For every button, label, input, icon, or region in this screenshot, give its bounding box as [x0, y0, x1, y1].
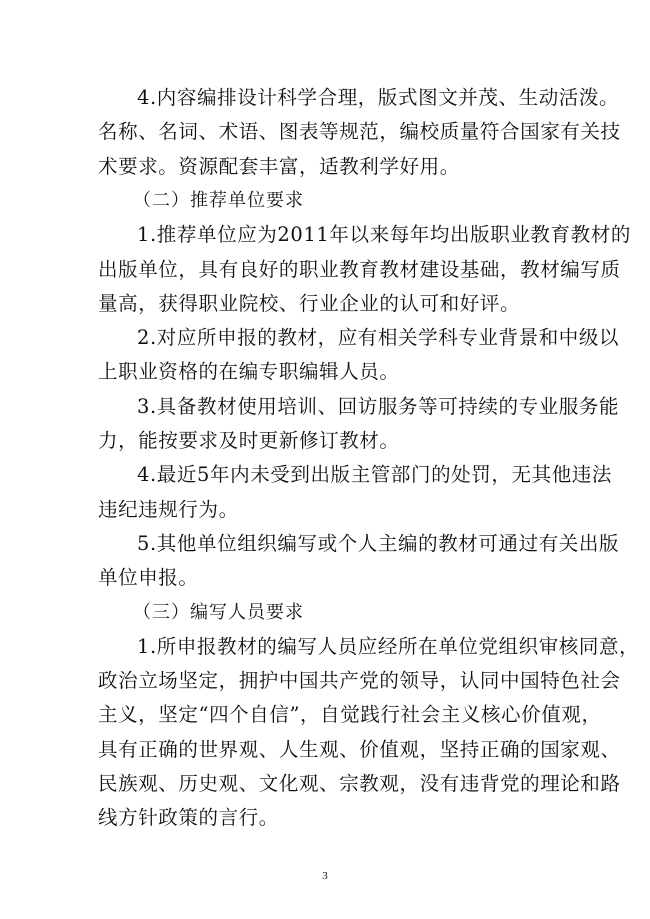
unit-requirement-2-line: 上职业资格的在编专职编辑人员。 — [98, 360, 400, 384]
author-requirement-1-line: 具有正确的世界观、人生观、价值观，坚持正确的国家观、 — [98, 737, 621, 761]
unit-requirement-4-line: 违纪违规行为。 — [98, 497, 239, 521]
unit-requirement-1-line: 出版单位，具有良好的职业教育教材建设基础，教材编写质 — [98, 257, 621, 281]
author-requirement-1-line: 民族观、历史观、文化观、宗教观，没有违背党的理论和路 — [98, 772, 621, 795]
unit-requirement-1-line: 1.推荐单位应为2011年以来每年均出版职业教育教材的 — [137, 223, 631, 247]
section-2-heading: （二）推荐单位要求 — [133, 189, 304, 211]
unit-requirement-4-line: 4.最近5年内未受到出版主管部门的处罚，无其他违法 — [137, 463, 613, 487]
criterion-4-content-line: 术要求。资源配套丰富，适教利学好用。 — [98, 154, 460, 178]
section-3-heading: （三）编写人员要求 — [133, 601, 304, 623]
author-requirement-1-line: 主义，坚定“四个自信”，自觉践行社会主义核心价值观， — [98, 703, 602, 727]
criterion-4-content-line: 4.内容编排设计科学合理，版式图文并茂、生动活泼。 — [137, 86, 620, 109]
criterion-4-content-line: 名称、名词、术语、图表等规范，编校质量符合国家有关技 — [98, 120, 621, 144]
unit-requirement-1-line: 量高，获得职业院校、行业企业的认可和好评。 — [98, 291, 521, 315]
author-requirement-1-line: 线方针政策的言行。 — [98, 806, 279, 830]
unit-requirement-5-line: 5.其他单位组织编写或个人主编的教材可通过有关出版 — [137, 531, 620, 555]
author-requirement-1-line: 1.所申报教材的编写人员应经所在单位党组织审核同意， — [137, 634, 640, 658]
unit-requirement-2-line: 2.对应所申报的教材，应有相关学科专业背景和中级以 — [137, 326, 620, 350]
unit-requirement-3-line: 3.具备教材使用培训、回访服务等可持续的专业服务能 — [137, 394, 620, 418]
author-requirement-1-line: 政治立场坚定，拥护中国共产党的领导，认同中国特色社会 — [98, 669, 621, 693]
page-number: 3 — [322, 870, 328, 882]
unit-requirement-3-line: 力，能按要求及时更新修订教材。 — [98, 429, 400, 452]
unit-requirement-5-line: 单位申报。 — [98, 566, 199, 590]
